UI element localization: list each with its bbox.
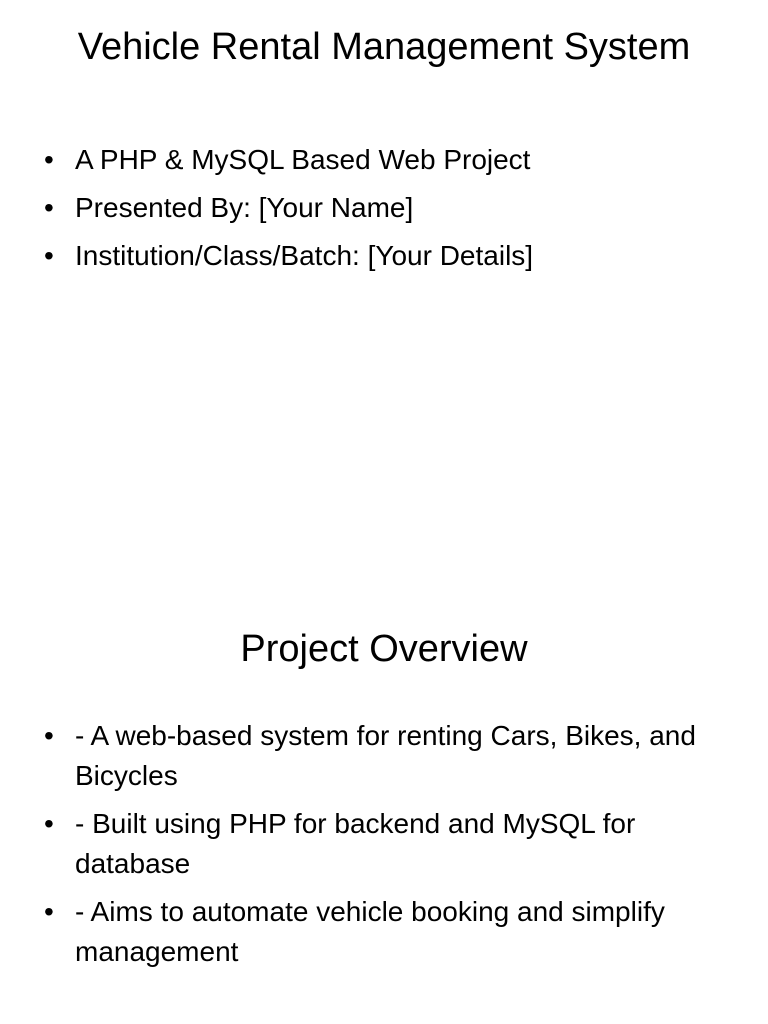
slide-2: [0, 512, 768, 1024]
bullet-icon: •: [44, 808, 54, 839]
bullet-text: - Aims to automate vehicle booking and simplify management: [75, 896, 665, 967]
bullet-text: - Built using PHP for backend and MySQL for database: [75, 808, 636, 879]
bullet-icon: •: [44, 144, 54, 175]
bullet-text: Presented By: [Your Name]: [75, 192, 414, 223]
bullet-icon: •: [44, 896, 54, 927]
bullet-text: Institution/Class/Batch: [Your Details]: [75, 240, 534, 271]
bullet-item: [40, 140, 720, 180]
bullet-list: [40, 140, 720, 284]
bullet-text: A PHP & MySQL Based Web Project: [75, 144, 531, 175]
bullet-icon: •: [44, 192, 54, 223]
slide-title: Vehicle Rental Management System: [77, 26, 691, 68]
bullet-icon: •: [44, 720, 54, 751]
bullet-item: [40, 804, 720, 884]
bullet-item: [40, 236, 720, 276]
bullet-text: - A web-based system for renting Cars, Bikes, and Bicycles: [75, 720, 696, 791]
slide-title: Project Overview: [240, 628, 528, 670]
bullet-item: [40, 892, 720, 972]
bullet-item: [40, 188, 720, 228]
bullet-icon: •: [44, 240, 54, 271]
bullet-item: [40, 716, 720, 796]
bullet-list: [40, 716, 720, 980]
